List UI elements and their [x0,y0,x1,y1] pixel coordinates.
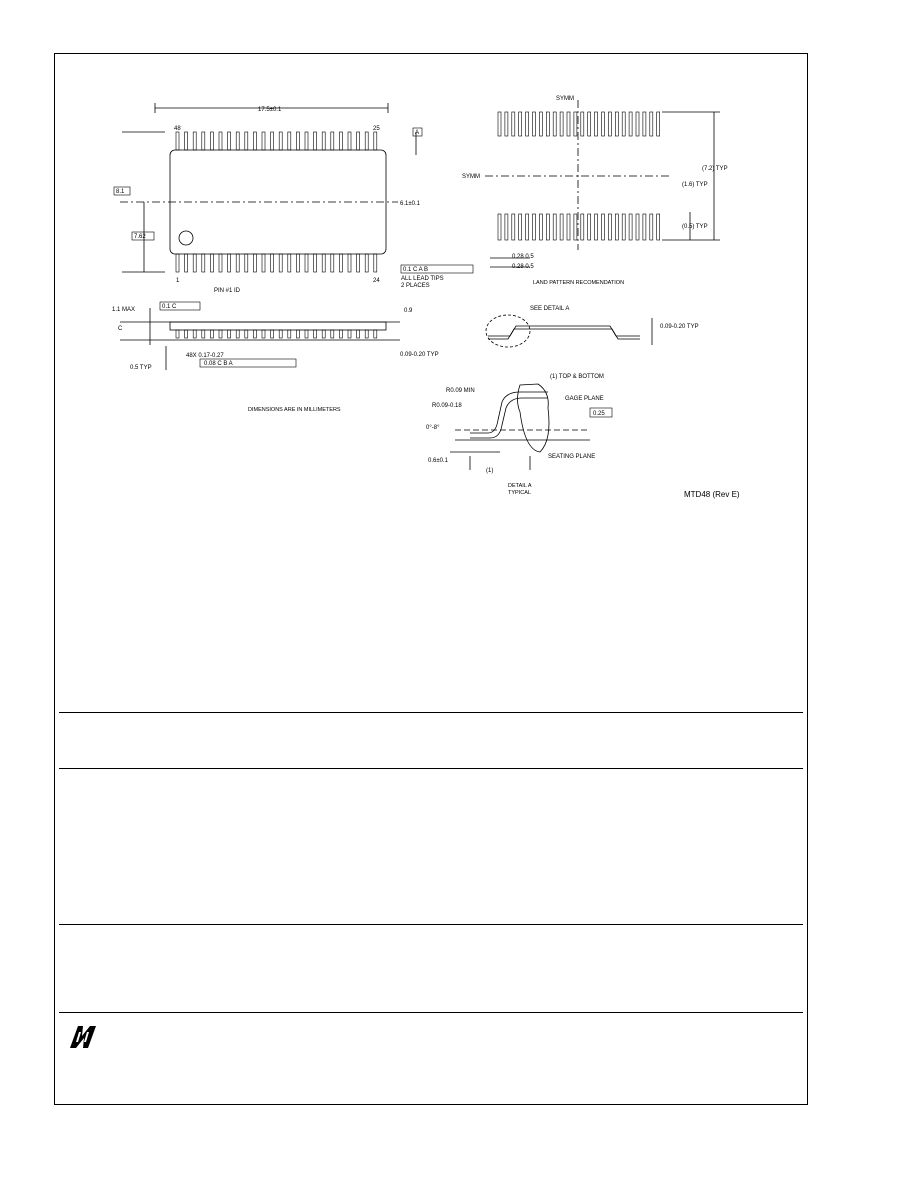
lead [546,112,549,136]
pin-1-label: 1 [176,278,180,284]
pin1-id-label: PIN #1 ID [214,288,241,294]
lead [262,330,265,338]
lead [581,112,584,136]
lead [245,330,248,338]
lead [615,214,618,240]
lead [210,254,213,272]
lead [219,132,222,150]
lead [374,330,377,338]
coplanarity: 0.1 C [162,304,177,310]
lead [348,132,351,150]
lead [185,132,188,150]
lead [322,254,325,272]
lead [622,214,625,240]
lead [288,254,291,272]
lead [519,112,522,136]
row-pitch: 7.62 [134,234,146,240]
lead [533,112,536,136]
lead [643,214,646,240]
lead [595,112,598,136]
lead [526,214,529,240]
lead [629,214,632,240]
lead [236,254,239,272]
dimensions-note: DIMENSIONS ARE IN MILLIMETERS [248,407,341,413]
lead [636,112,639,136]
lead [608,214,611,240]
lead [519,214,522,240]
lead [546,214,549,240]
lead [305,132,308,150]
lead [253,330,256,338]
lead [296,330,299,338]
lead-tolerance: 0.08 C B A [204,361,233,367]
lead [498,214,501,240]
lead-width: 48X 0.17-0.27 [186,353,224,359]
lead [288,132,291,150]
seating-dim: 0.9 [404,308,413,314]
lead [553,112,556,136]
lead [365,330,368,338]
lead [567,214,570,240]
land-span: (7.2) TYP [702,166,728,172]
lead [202,254,205,272]
lead [348,254,351,272]
lead [622,112,625,136]
lead [262,132,265,150]
lead [314,254,317,272]
detail-scale: TYPICAL [508,490,531,496]
lead-pitch: 0.5 TYP [130,365,152,371]
lead [339,330,342,338]
lead [202,330,205,338]
pin1-indicator [179,231,193,245]
lead [288,330,291,338]
lead-span: 8.1 [116,189,125,195]
lead [219,330,222,338]
lead [322,132,325,150]
lead [357,254,360,272]
side-view-body [170,322,386,330]
lead [657,112,660,136]
drawing-code: MTD48 (Rev E) [684,490,740,499]
lead [650,214,653,240]
lead [498,112,501,136]
detail-gage: GAGE PLANE [565,396,604,402]
lead [314,330,317,338]
land-pitch-1: 0.28 0.5 [512,254,534,260]
lead [629,112,632,136]
lead [253,132,256,150]
datum-a: A [415,130,420,136]
detail-r2: R0.09-0.18 [432,403,462,409]
lead [193,132,196,150]
lead [271,254,274,272]
lead [348,330,351,338]
pin-24-label: 24 [373,278,380,284]
tol-note-1: 0.1 C A B [403,267,429,273]
lead [228,254,231,272]
detail-top: (1) TOP & BOTTOM [550,374,604,380]
lead [657,214,660,240]
lead [228,330,231,338]
lead [193,254,196,272]
lead [236,330,239,338]
lead [296,132,299,150]
lead [210,132,213,150]
lead [365,132,368,150]
lead [262,254,265,272]
lead [219,254,222,272]
lead [595,214,598,240]
lead [176,330,179,338]
lead [512,214,515,240]
lead [339,254,342,272]
lead [202,132,205,150]
lead [615,112,618,136]
detail-angle: 0°-8° [426,425,440,431]
lead [228,132,231,150]
lead [305,330,308,338]
body-width: 6.1±0.1 [400,201,420,207]
lead [271,330,274,338]
lead [331,132,334,150]
pin-25-label: 25 [373,126,380,132]
detail-title: DETAIL A [508,483,532,489]
lead [314,132,317,150]
datum-c: C [118,326,123,332]
lead [253,254,256,272]
lead [245,132,248,150]
lead [279,254,282,272]
lead [512,112,515,136]
lead [245,254,248,272]
land-title: LAND PATTERN RECOMENDATION [533,280,625,286]
lead [643,112,646,136]
lead [210,330,213,338]
lead [602,214,605,240]
lead [331,254,334,272]
lead [505,214,508,240]
lead [560,112,563,136]
lead [588,214,591,240]
tol-note-2: ALL LEAD TIPS [401,276,444,282]
lead [574,214,577,240]
pin-48-label: 48 [174,126,181,132]
detail-foot: 0.6±0.1 [428,458,448,464]
lead [560,214,563,240]
lead [176,254,179,272]
national-logo-icon [68,1022,98,1052]
lead [636,214,639,240]
lead [365,254,368,272]
lead [357,132,360,150]
tol-note-3: 2 PLACES [401,283,430,289]
max-height: 1.1 MAX [112,307,136,313]
lead [374,132,377,150]
lead [279,330,282,338]
see-detail: SEE DETAIL A [530,306,570,312]
lead [339,132,342,150]
lead [185,254,188,272]
lead [374,254,377,272]
lead [539,214,542,240]
lead [567,112,570,136]
lead [296,254,299,272]
lead [331,330,334,338]
lead [271,132,274,150]
side-note: 0.09-0.20 TYP [400,352,439,358]
lead [176,132,179,150]
lead [650,112,653,136]
seating-note: 0.09-0.20 TYP [660,324,699,330]
lead [574,112,577,136]
detail-gage-value: 0.25 [593,411,605,417]
detail-seating: SEATING PLANE [548,454,596,460]
lead [602,112,605,136]
lead [526,112,529,136]
detail-r1: R0.09 MIN [446,388,475,394]
lead [533,214,536,240]
land-height: (1.6) TYP [682,182,708,188]
lead [553,214,556,240]
lead [357,330,360,338]
lead [588,112,591,136]
land-pad-width: (0.5) TYP [682,224,708,230]
lead [236,132,239,150]
lead [505,112,508,136]
lead [185,330,188,338]
land-symm-top: SYMM [556,96,574,102]
land-symm-left: SYMM [462,174,480,180]
land-pitch-2: 0.28 0.5 [512,264,534,270]
total-length: 17.5±0.1 [258,107,282,113]
lead [539,112,542,136]
lead [581,214,584,240]
lead [322,330,325,338]
lead [608,112,611,136]
detail-foot-2: (1) [486,468,494,474]
lead [193,330,196,338]
lead [305,254,308,272]
lead [279,132,282,150]
